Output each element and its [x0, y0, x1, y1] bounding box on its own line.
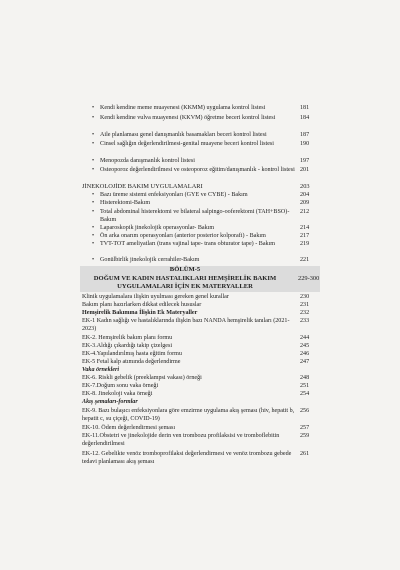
toc-entry-page: 254	[300, 391, 310, 397]
toc-entry-title: Kendi kendine vulva muayenesi (KKVM) öğretme beceri kontrol listesi	[100, 115, 276, 121]
toc-entry	[82, 240, 320, 256]
toc-entry	[82, 398, 320, 406]
toc-entry-page: 248	[300, 375, 310, 381]
toc-entry-title: Aile planlaması genel danışmanlık basamakları beceri kontrol listesi	[100, 132, 267, 138]
toc-entry-title: Klinik uygulamalara ilişkin uyulması gereken genel kurallar	[82, 294, 229, 300]
toc-entry	[82, 382, 320, 390]
toc-entry-title: EK-8. Jinekoloji vaka örneği	[82, 391, 153, 397]
toc-entry-title: Osteoporoz değerlendirilmesi ve osteoporoz eğitim/danışmanlık - kontrol listesi	[100, 167, 295, 173]
toc-entry-page: 214	[300, 225, 310, 231]
toc-entry-title: Total abdominal histerektomi ve bilateral salpingo-ooferektomi (TAH+BSO)- Bakım	[100, 209, 290, 223]
toc-entry	[82, 256, 320, 264]
toc-entry-page: 181	[300, 105, 310, 111]
toc-entry-title: EK-1 Kadın sağlığı ve hastalıklarında ilişkin bazı NANDA hemşirelik tanıları (2021-2023)	[82, 318, 290, 332]
toc-entry-title: Akış şemaları-formlar	[82, 399, 138, 405]
toc-entry-title: JİNEKOLOJİDE BAKIM UYGULAMALARI	[82, 183, 203, 190]
toc-entry	[82, 104, 320, 113]
toc-entry	[82, 450, 320, 466]
bullet-icon: •	[92, 105, 95, 111]
toc-entry-title: Menopozda danışmanlık kontrol listesi	[100, 158, 195, 164]
bullet-icon: •	[92, 141, 95, 147]
toc-entry-title: EK-4.Yapılandırılmış hasta eğitim formu	[82, 351, 182, 357]
toc-entry	[82, 342, 320, 350]
bullet-icon: •	[92, 192, 95, 198]
toc-entry	[82, 424, 320, 432]
toc-entry-title: Gonülbirlik jinekolojik cerrahiler-Bakım	[100, 257, 200, 263]
toc-entry-page: 251	[300, 383, 310, 389]
toc-entry-page: 184	[300, 115, 310, 121]
bullet-icon: •	[92, 167, 95, 173]
toc-entry-page: 201	[300, 167, 310, 173]
bullet-icon: •	[92, 225, 95, 231]
toc-entry	[82, 208, 320, 224]
toc-entry-title: Ön arka onarım operasyonları (anterior posterior kolporafi) - Bakım	[100, 233, 266, 239]
chapter-number: BÖLÜM-5	[169, 266, 201, 273]
toc-entry-page: 187	[300, 132, 310, 138]
toc-entry	[82, 114, 320, 130]
toc-entry	[82, 366, 320, 374]
toc-entry-page: 244	[300, 335, 310, 341]
toc-entry	[82, 374, 320, 382]
toc-entry-title: TVT-TOT ameliyatları (trans vajinal tape- trans obturator tape) - Bakım	[100, 241, 276, 247]
toc-entry	[82, 293, 320, 301]
toc-entry-page: 217	[300, 233, 310, 239]
bullet-icon: •	[92, 158, 95, 164]
toc-entry	[82, 224, 320, 232]
bullet-icon: •	[92, 257, 95, 263]
bullet-icon: •	[92, 200, 95, 206]
toc-entry-title: Cinsel sağlığın değerlendirilmesi-genital muayene beceri kontrol listesi	[100, 141, 274, 147]
toc-entry-title: EK-10. Ödem değerlendirmesi şeması	[82, 425, 176, 431]
toc-entry-page: 203	[300, 183, 310, 190]
chapter-page-range: 229-300	[298, 275, 320, 282]
bullet-icon: •	[92, 132, 95, 138]
toc-entry	[82, 358, 320, 366]
toc-entry-page: 212	[300, 209, 310, 215]
toc-entry	[82, 390, 320, 398]
toc-entry	[82, 199, 320, 207]
toc-entry-page: 209	[300, 200, 310, 206]
toc-entry	[82, 232, 320, 240]
chapter-band	[80, 266, 320, 292]
toc-entry	[82, 301, 320, 309]
toc-entry-title: Bakım planı hazırlarken dikkat edilecek hususlar	[82, 302, 202, 308]
toc-entry-page: 230	[300, 294, 310, 300]
toc-entry-title: Bazı üreme sistemi enfeksiyonları (GYE ve CYBE) - Bakım	[100, 192, 248, 198]
toc-entry-page: 232	[300, 310, 310, 316]
toc-entry-title: EK-7.Doğum sonu vaka örneği	[82, 383, 159, 389]
bullet-icon: •	[92, 115, 95, 121]
chapter-title-line1: DOĞUM VE KADIN HASTALIKLARI HEMŞİRELİK BAKIM	[93, 275, 277, 282]
toc-entry-title: Laparoskopik jinekolojik operasyonlar- Bakım	[100, 225, 215, 231]
toc-entry-page: 204	[300, 192, 310, 198]
toc-entry-title: Histerektomi-Bakım	[100, 200, 151, 206]
toc-entry	[82, 191, 320, 199]
toc-entry-page: 219	[300, 241, 310, 247]
toc-entry-page: 231	[300, 302, 310, 308]
toc-entry-title: EK-5 Fetal kalp atımında değerlendirme	[82, 359, 181, 365]
toc-entry-title: EK-6. Riskli gebelik (preeklampsi vakası) örneği	[82, 375, 202, 381]
toc-entry-page: 246	[300, 351, 310, 357]
toc-entry-title: Kendi kendine meme muayenesi (KKMM) uygulama kontrol listesi	[100, 105, 266, 111]
bullet-icon: •	[92, 241, 95, 247]
bullet-icon: •	[92, 233, 95, 239]
toc-entry-title: EK-12. Gebelikte venöz tromboprofilaksi değerlendirmesi ve venöz trombozu gebede tedavi planlaması akış şeması	[82, 451, 292, 465]
toc-entry-page: 247	[300, 359, 310, 365]
toc-entry-title: EK-2. Hemşirelik bakım planı formu	[82, 335, 173, 341]
toc-entry	[82, 140, 320, 156]
toc-entry-title: EK-11.Obstetri ve jinekolojide derin ven trombozu profilaksisi ve tromboflebitin değerlendirilmesi	[82, 433, 280, 447]
toc-entry-page: 257	[300, 425, 310, 431]
toc-entry	[82, 166, 320, 182]
toc-entry-title: EK-9. Bazı bulaşıcı enfeksiyonlara göre emzirme uygulama akış şeması (hiv, hepatit b, hepatit c, su çiçeği, COVID-19)	[82, 408, 295, 422]
toc-entry	[82, 407, 320, 423]
toc-entry-page: 261	[300, 451, 310, 457]
toc-entry-title: Hemşirelik Bakımına İlişkin Ek Materyaller	[82, 310, 198, 316]
toc-entry-title: Vaka örnekleri	[82, 367, 120, 373]
toc-entry	[82, 432, 320, 448]
toc-entry-page: 221	[300, 257, 310, 263]
chapter-title-line2: UYGULAMALARI İÇİN EK MATERYALLER	[117, 283, 253, 290]
toc-entry-page: 190	[300, 141, 310, 147]
toc-entry-page: 259	[300, 433, 310, 439]
toc-entry-page: 197	[300, 158, 310, 164]
toc-entry	[82, 309, 320, 317]
toc-entry	[82, 350, 320, 358]
toc-entry-page: 233	[300, 318, 310, 324]
toc-entry	[82, 157, 320, 166]
toc-entry	[82, 317, 320, 333]
toc-entry-page: 256	[300, 408, 310, 414]
toc-entry-page: 245	[300, 343, 310, 349]
toc-entry	[82, 334, 320, 342]
bullet-icon: •	[92, 209, 95, 215]
toc-entry	[82, 131, 320, 140]
toc-entry-title: EK-3.Aldığı çıkardığı takip çizelgesi	[82, 343, 173, 349]
